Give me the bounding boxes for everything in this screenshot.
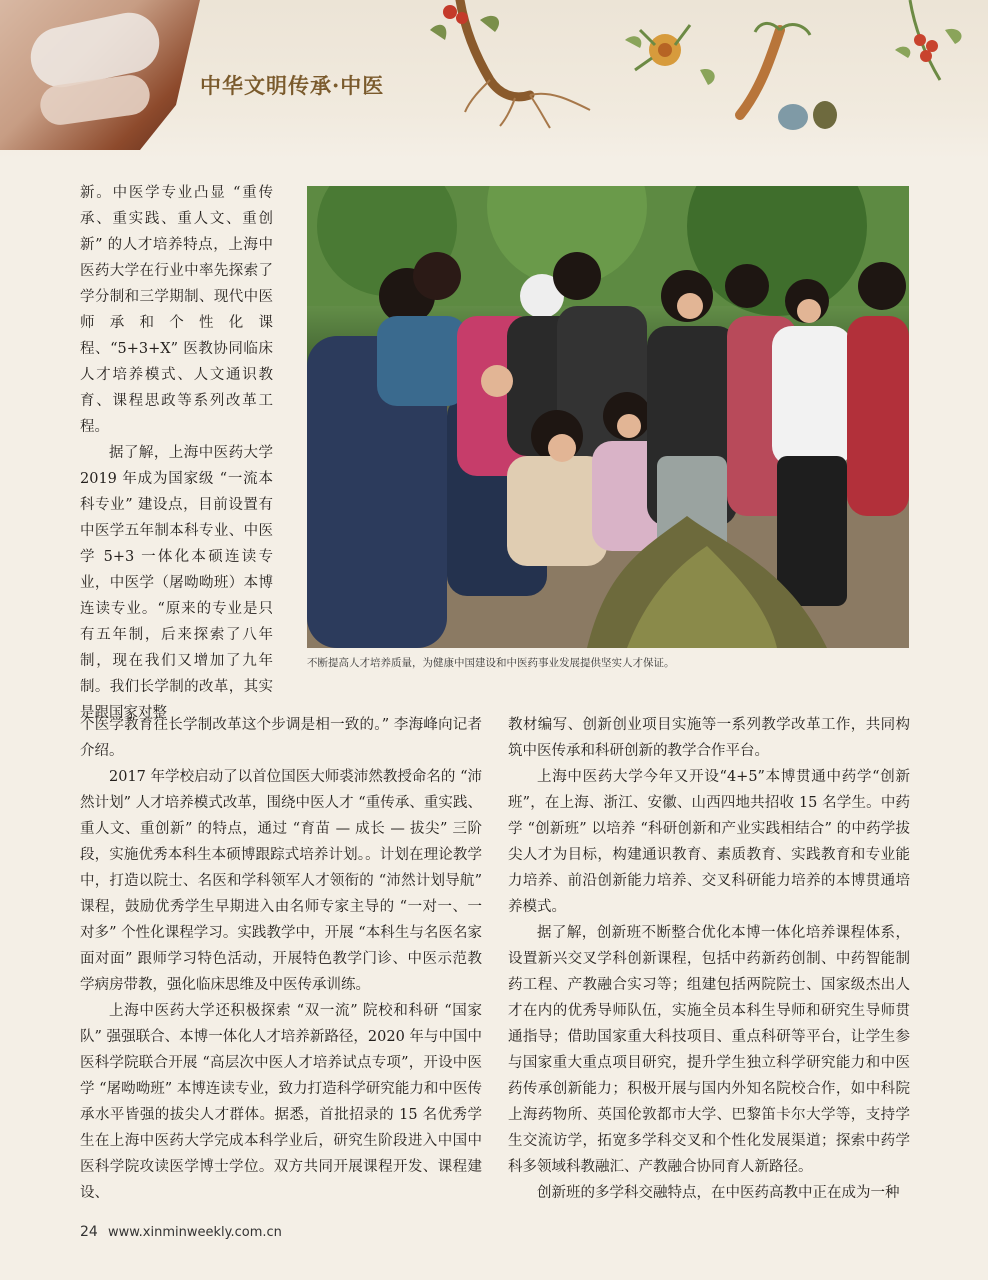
website-url: www.xinminweekly.com.cn: [107, 1225, 282, 1240]
ginseng-illustration: [420, 0, 620, 130]
section-title: 中华文明传承·中医: [200, 73, 385, 98]
paragraph: 上海中医药大学还积极探索 “双一流” 院校和科研 “国家队” 强强联合、本博一体化人才培养新路径，2020 年与中国中医科学院联合开展 “高层次中医人才培养试点专项”，开设中医学 “屠呦呦班” 本博连读专业，致力打造科学研究能力和中医传承水平皆强的拔尖人才群体。据悉，首批招录的 15 名优秀学生在上海中医药大学完成本科学业后，研究生阶段进入中国中医科学院攻读医学博士学位。双方共同开展课程开发、课程建设、: [80, 1003, 482, 1201]
photo-caption: 不断提高人才培养质量，为健康中国建设和中医药事业发展提供坚实人才保证。: [307, 657, 675, 669]
paragraph: 上海中医药大学今年又开设“4+5”本博贯通中药学“创新班”，在上海、浙江、安徽、山西四地共招收 15 名学生。中药学 “创新班” 以培养 “科研创新和产业实践相结合” 的中药学拔尖人才为目标，构建通识教育、素质教育、实践教育和专业能力培养、前沿创新能力培养、交叉科研能力培养的本博贯通培养模式。: [508, 769, 910, 915]
paragraph: 2017 年学校启动了以首位国医大师裘沛然教授命名的 “沛然计划” 人才培养模式改革，围绕中医人才 “重传承、重实践、重人文、重创新” 的特点，通过 “育苗 — 成长 — 拔尖” 三阶段，实施优秀本科生本硕博跟踪式培养计划。。计划在理论教学中，打造以院士、名医和学科领军人才领衔的 “沛然计划导航” 课程，鼓励优秀学生早期进入由名师专家主导的 “一对一、一对多” 个性化课程学习。实践教学中，开展 “本科生与名医名家面对面” 跟师学习特色活动，开展特色教学门诊、中医示范教学病房带教，强化临床思维及中医传承训练。: [80, 769, 482, 993]
pulse-diagnosis-photo: [0, 0, 200, 150]
paragraph: 教材编写、创新创业项目实施等一系列教学改革工作，共同构筑中医传承和科研创新的教学合作平台。: [508, 717, 910, 759]
paragraph: 据了解，创新班不断整合优化本博一体化培养课程体系，设置新兴交叉学科创新课程，包括中药新药创制、中药智能制药工程、产教融合实习等；组建包括两院院士、国家级杰出人才在内的优秀导师队伍，实施全员本科生导师和研究生导师贯通指导；借助国家重大科技项目、重点科研等平台，让学生参与国家重大重点项目研究，提升学生独立科学研究能力和中医药传承创新能力；积极开展与国内外知名院校合作，如中科院上海药物所、英国伦敦都市大学、巴黎笛卡尔大学等，支持学生交流访学，拓宽多学科交叉和个性化发展渠道；探索中药学科多领域科教融汇、产教融合协同育人新路径。: [508, 925, 910, 1175]
students-field-photo: [307, 186, 909, 648]
left-text-column: [80, 712, 482, 1206]
page-header: [0, 0, 988, 160]
paragraph: 个医学教育往长学制改革这个步调是相一致的。” 李海峰向记者介绍。: [80, 717, 482, 759]
page-number: 24: [80, 1224, 98, 1240]
right-text-column: [508, 712, 910, 1206]
berry-branch-illustration: [880, 0, 988, 90]
paragraph: 创新班的多学科交融特点，在中医药高教中正在成为一种: [537, 1185, 900, 1201]
narrow-text-column: [80, 180, 273, 726]
paragraph: 新。中医学专业凸显 “重传承、重实践、重人文、重创新” 的人才培养特点，上海中医药大学在行业中率先探索了学分制和三学期制、现代中医师承和个性化课程、“5+3+X” 医教协同临床人才培养模式、人文通识教育、课程思政等系列改革工程。: [80, 185, 273, 435]
students-scene: [307, 186, 909, 648]
mineral-illustration: [775, 95, 845, 140]
paragraph: 据了解，上海中医药大学 2019 年成为国家级 “一流本科专业” 建设点，目前设置有中医学五年制本科专业、中医学 5+3 一体化本硕连读专业，中医学（屠呦呦班）本博连读专业。“原来的专业是只有五年制，后来探索了八年制，现在我们又增加了九年制。我们长学制的改革，其实是跟国家对整: [80, 445, 273, 721]
page-footer: [80, 1224, 282, 1240]
